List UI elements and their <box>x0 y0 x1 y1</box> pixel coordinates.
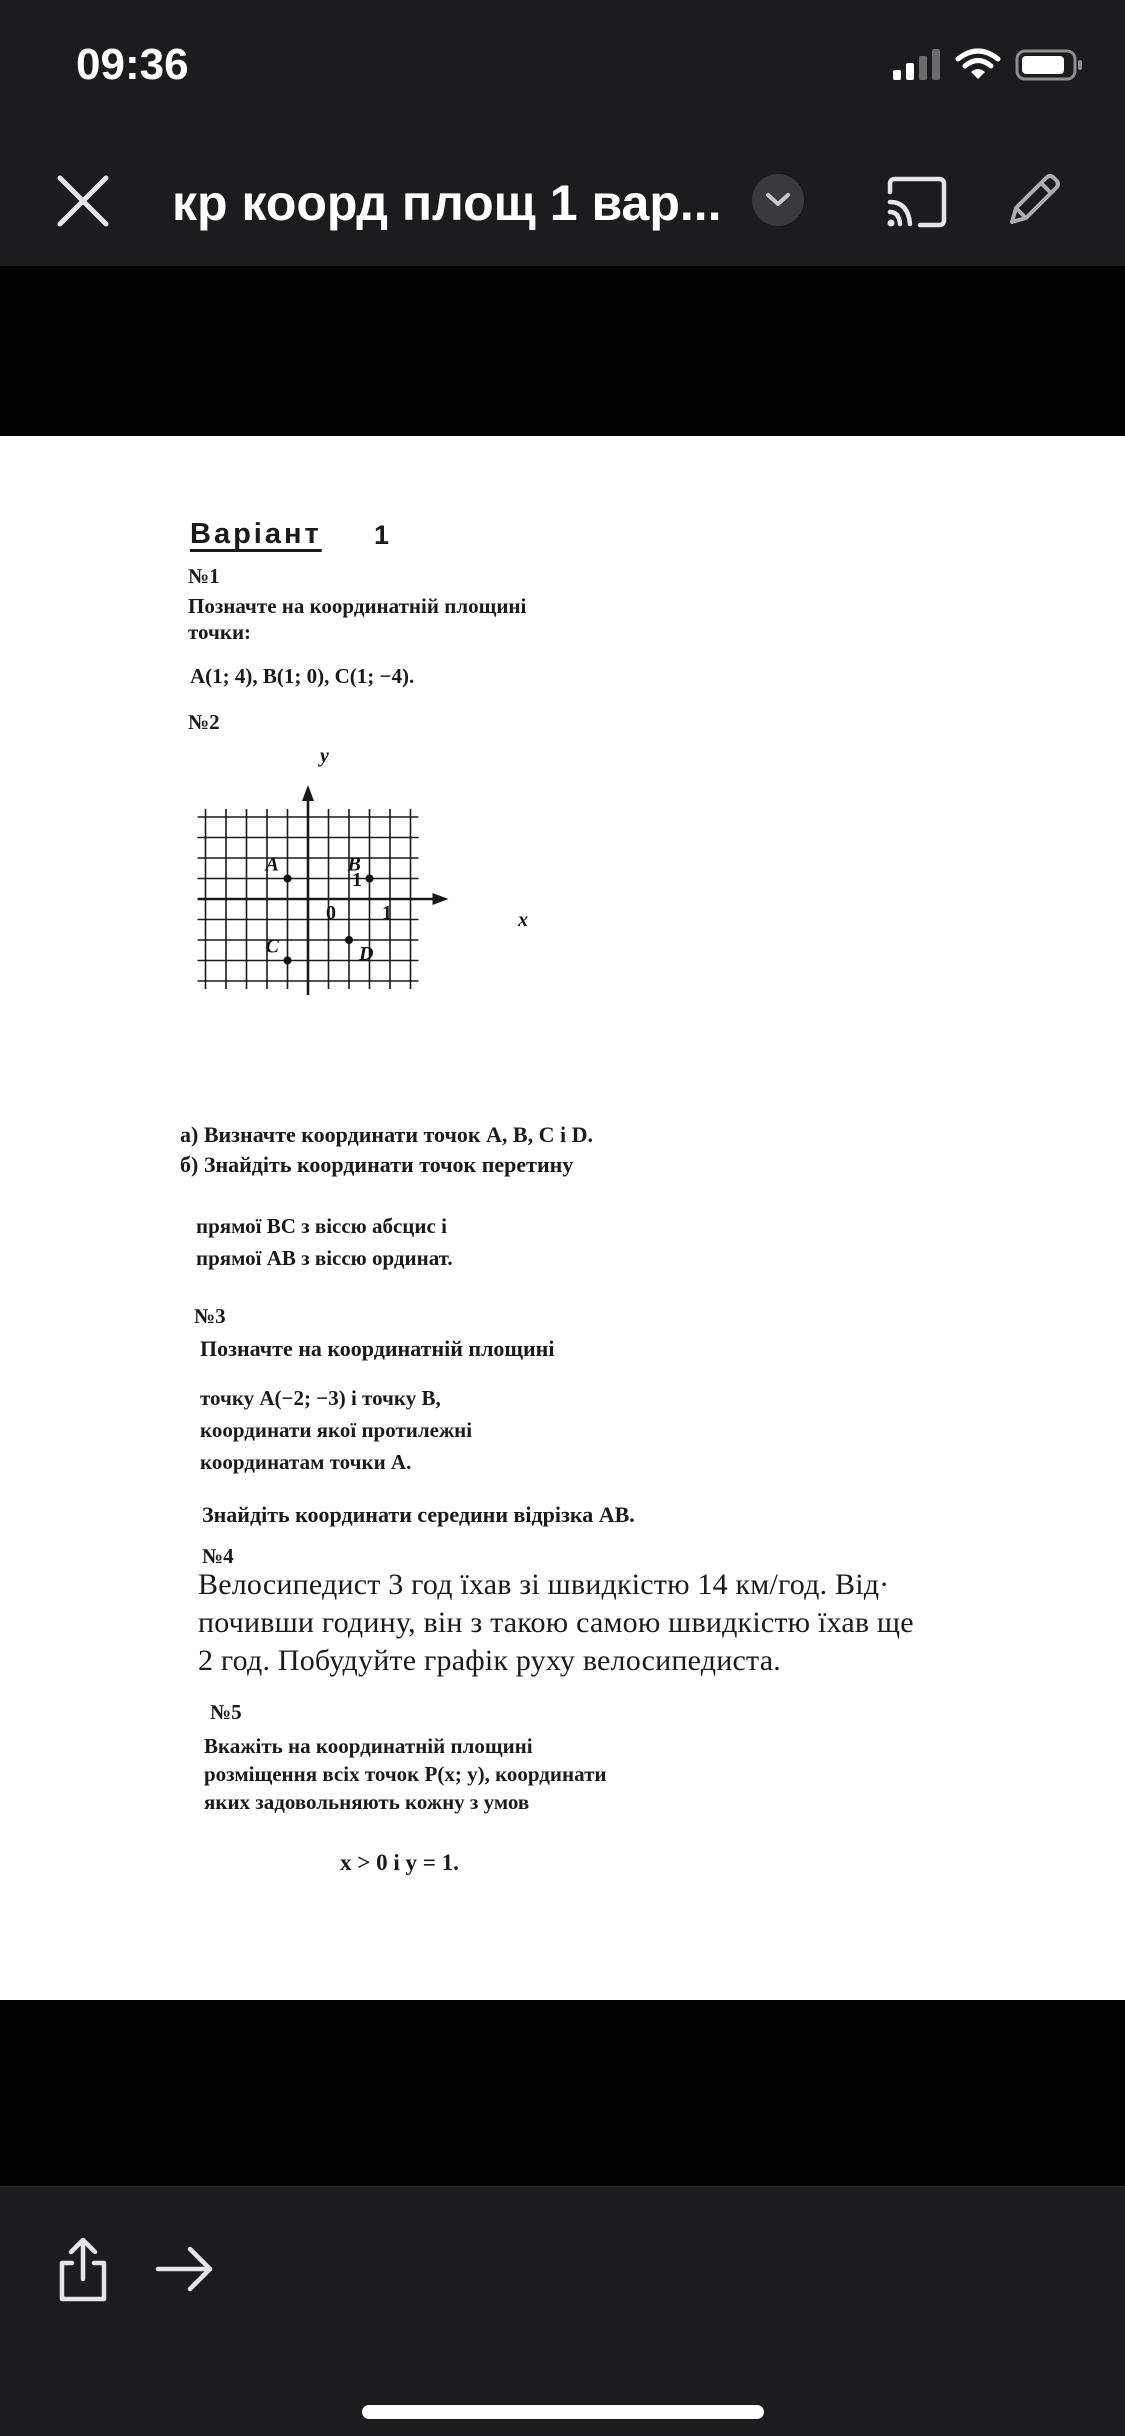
title-dropdown-button[interactable] <box>752 174 804 226</box>
status-icons <box>891 48 1085 82</box>
home-indicator[interactable] <box>362 2405 764 2419</box>
point-label-d: D <box>359 943 374 965</box>
task4-number: №4 <box>202 1544 234 1568</box>
task3-number: №3 <box>194 1304 226 1328</box>
task3-line4: координатам точки A. <box>200 1450 412 1474</box>
task5-line2: розміщення всіх точок P(x; y), координати <box>204 1762 607 1786</box>
variant-number: 1 <box>374 520 390 550</box>
close-button[interactable] <box>52 170 114 232</box>
task2-question-b: б) Знайдіть координати точок перетину <box>180 1152 574 1177</box>
nav-bar <box>0 140 1125 266</box>
variant-heading: Варіант <box>190 518 322 550</box>
task3-line2: точку A(−2; −3) і точку B, <box>200 1386 441 1410</box>
task2-question-b3: прямої AB з віссю ординат. <box>196 1246 453 1270</box>
edit-button[interactable] <box>1000 168 1066 234</box>
task1-line1: Позначте на координатній площині <box>188 594 527 618</box>
task3-line1: Позначте на координатній площині <box>200 1336 555 1361</box>
wifi-icon <box>955 48 1001 82</box>
task1-points: A(1; 4), B(1; 0), C(1; −4). <box>190 664 415 688</box>
task5-line3: яких задовольняють кожну з умов <box>204 1790 530 1814</box>
bottom-toolbar <box>0 2186 1125 2436</box>
point-label-c: C <box>265 935 279 958</box>
point-a <box>284 875 292 883</box>
battery-icon <box>1015 48 1085 82</box>
unit-x-label: 1 <box>382 902 392 924</box>
task5-line1: Вкажіть на координатній площині <box>204 1734 533 1758</box>
task4-line2: почивши годину, він з такою самою швидкістю їхав ще <box>198 1606 914 1639</box>
task4-line3: 2 год. Побудуйте графік руху велосипедиста. <box>198 1644 781 1677</box>
document-title[interactable]: кр коорд площ 1 вар... <box>172 175 722 231</box>
task1-number: №1 <box>188 564 220 588</box>
status-time: 09:36 <box>76 40 189 89</box>
task4-line1: Велосипедист 3 год їхав зі швидкістю 14 км/год. Від· <box>198 1568 890 1601</box>
axis-x-label: x <box>518 909 528 931</box>
task3-line3: координати якої протилежні <box>200 1418 473 1442</box>
x-axis-arrow <box>433 893 449 905</box>
edit-pencil-icon <box>1000 168 1066 234</box>
document-page[interactable] <box>0 436 1125 2000</box>
share-icon <box>52 2235 114 2305</box>
unit-y-label: 1 <box>352 869 362 891</box>
forward-arrow-icon <box>154 2241 216 2297</box>
point-label-b: B <box>347 853 361 876</box>
point-b <box>366 875 374 883</box>
close-icon <box>52 170 114 232</box>
point-label-a: A <box>265 853 279 876</box>
task5-condition: x > 0 і y = 1. <box>340 1850 459 1875</box>
y-axis-arrow <box>302 785 314 801</box>
chevron-down-icon <box>764 191 792 209</box>
point-d <box>345 936 353 944</box>
task5-number: №5 <box>210 1700 242 1724</box>
task2-question-a: а) Визначте координати точок A, B, C і D. <box>180 1122 593 1147</box>
signal-icon <box>891 48 943 82</box>
task2-number: №2 <box>188 710 220 734</box>
task1-line2: точки: <box>188 620 252 644</box>
cast-button[interactable] <box>884 174 950 230</box>
axis-y-label: y <box>320 745 329 767</box>
forward-button[interactable] <box>154 2241 216 2297</box>
status-bar <box>0 0 1125 140</box>
task3-line5: Знайдіть координати середини відрізка AB. <box>202 1502 635 1527</box>
coordinate-grid <box>178 744 548 1104</box>
task2-question-b2: прямої BC з віссю абсцис і <box>196 1214 447 1238</box>
cast-icon <box>884 174 950 230</box>
share-button[interactable] <box>52 2235 114 2305</box>
origin-label: 0 <box>326 902 336 924</box>
point-c <box>284 957 292 965</box>
